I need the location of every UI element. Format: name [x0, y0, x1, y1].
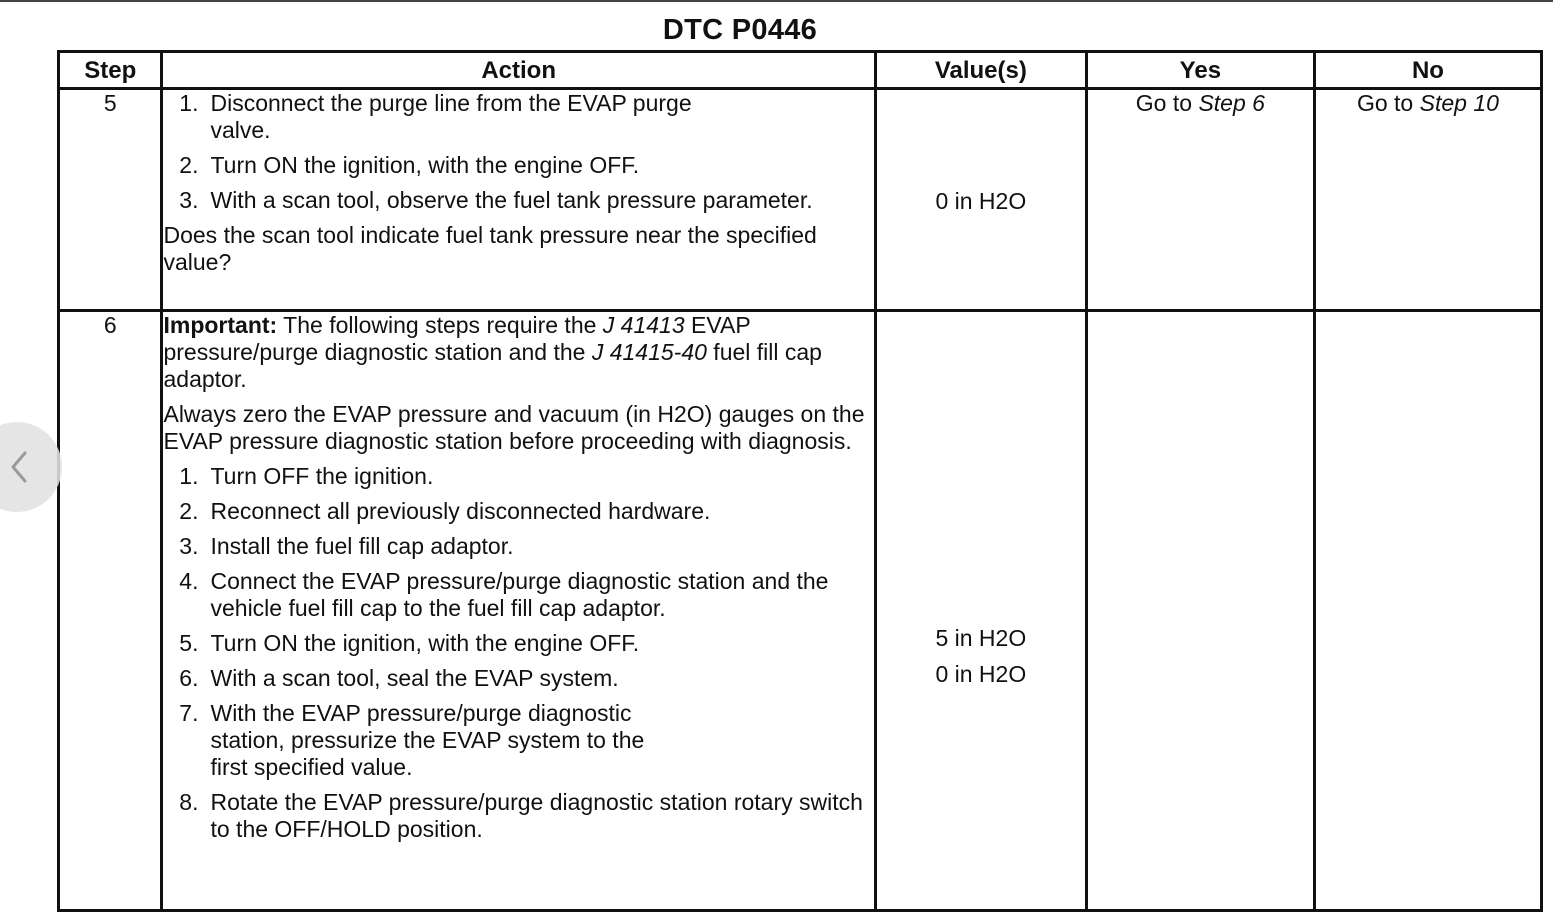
step-index: 1.: [179, 90, 199, 116]
header-row: [59, 52, 1542, 89]
value-text: 0 in H2O: [935, 661, 1027, 687]
no-step-link[interactable]: Step 10: [1419, 90, 1499, 116]
value-cell: [875, 89, 1086, 311]
step-index: 8.: [179, 789, 199, 815]
action-cell: [162, 89, 875, 311]
step-text: Install the fuel fill cap adaptor.: [210, 533, 514, 559]
step-index: 7.: [179, 700, 199, 726]
action-cell: [162, 311, 875, 911]
dtc-table: [57, 50, 1543, 912]
important-text: EVAP pressure/purge diagnostic station and the: [163, 312, 751, 365]
step-text: Turn OFF the ignition.: [210, 463, 434, 489]
previous-page-button[interactable]: [0, 422, 62, 512]
step-text: Connect the EVAP pressure/purge diagnostic station and the vehicle fuel fill cap to the fuel fill cap adaptor.: [210, 568, 829, 621]
table-row: [59, 89, 1542, 311]
list-item: [163, 463, 873, 490]
table-row: [59, 311, 1542, 911]
list-item: [163, 665, 873, 692]
question-text: Does the scan tool indicate fuel tank pressure near the specified value?: [163, 222, 817, 275]
yes-step-link[interactable]: Step 6: [1198, 90, 1265, 116]
step-index: 2.: [179, 152, 199, 178]
step-number: 5: [59, 89, 162, 311]
list-item: [163, 630, 873, 657]
yes-cell: [1086, 89, 1314, 311]
step-index: 4.: [179, 568, 199, 594]
step-text: Turn ON the ignition, with the engine OFF.: [210, 152, 640, 178]
col-header-yes: Yes: [1086, 52, 1314, 89]
action-steps: [163, 463, 873, 843]
list-item: [163, 152, 873, 179]
top-rule: [0, 0, 1553, 2]
step-text: With the EVAP pressure/purge diagnostic station, pressurize the EVAP system to the first specified value.: [210, 700, 645, 780]
value-text: 5 in H2O: [935, 625, 1027, 651]
step-index: 5.: [179, 630, 199, 656]
action-steps: [163, 90, 873, 214]
important-note: [163, 312, 873, 393]
step-index: 2.: [179, 498, 199, 524]
list-item: [163, 789, 873, 843]
step-text: Disconnect the purge line from the EVAP purge valve.: [210, 90, 692, 143]
no-prefix: Go to: [1356, 90, 1420, 116]
step-text: With a scan tool, observe the fuel tank pressure parameter.: [210, 187, 813, 213]
important-text: fuel fill cap adaptor.: [163, 339, 822, 392]
zero-gauges-note: Always zero the EVAP pressure and vacuum (in H2O) gauges on the EVAP pressure diagnostic station before proceeding with diagnosis.: [163, 401, 865, 454]
step-text: Reconnect all previously disconnected hardware.: [210, 498, 711, 524]
value-text: 0 in H2O: [935, 188, 1027, 214]
step-text: With a scan tool, seal the EVAP system.: [210, 665, 619, 691]
list-item: [163, 533, 873, 560]
tool-ref: J 41413: [602, 312, 685, 338]
page-title: DTC P0446: [662, 14, 818, 46]
important-label: Important:: [163, 312, 278, 338]
list-item: [163, 568, 873, 622]
step-index: 1.: [179, 463, 199, 489]
no-cell: [1314, 89, 1541, 311]
chevron-left-icon: [8, 450, 30, 484]
col-header-step: Step: [59, 52, 162, 89]
step-index: 3.: [179, 187, 199, 213]
tool-ref: J 41415-40: [591, 339, 707, 365]
no-cell: [1314, 311, 1541, 911]
list-item: [163, 498, 873, 525]
list-item: [163, 90, 873, 144]
step-text: Rotate the EVAP pressure/purge diagnostic station rotary switch to the OFF/HOLD position.: [210, 789, 863, 842]
col-header-no: No: [1314, 52, 1541, 89]
yes-prefix: Go to: [1135, 90, 1199, 116]
value-cell: [875, 311, 1086, 911]
col-header-action: Action: [162, 52, 875, 89]
step-text: Turn ON the ignition, with the engine OFF.: [210, 630, 640, 656]
yes-cell: [1086, 311, 1314, 911]
col-header-values: Value(s): [875, 52, 1086, 89]
important-text: The following steps require the: [277, 312, 603, 338]
list-item: [163, 700, 873, 781]
list-item: [163, 187, 873, 214]
step-index: 6.: [179, 665, 199, 691]
step-index: 3.: [179, 533, 199, 559]
step-number: 6: [59, 311, 162, 911]
